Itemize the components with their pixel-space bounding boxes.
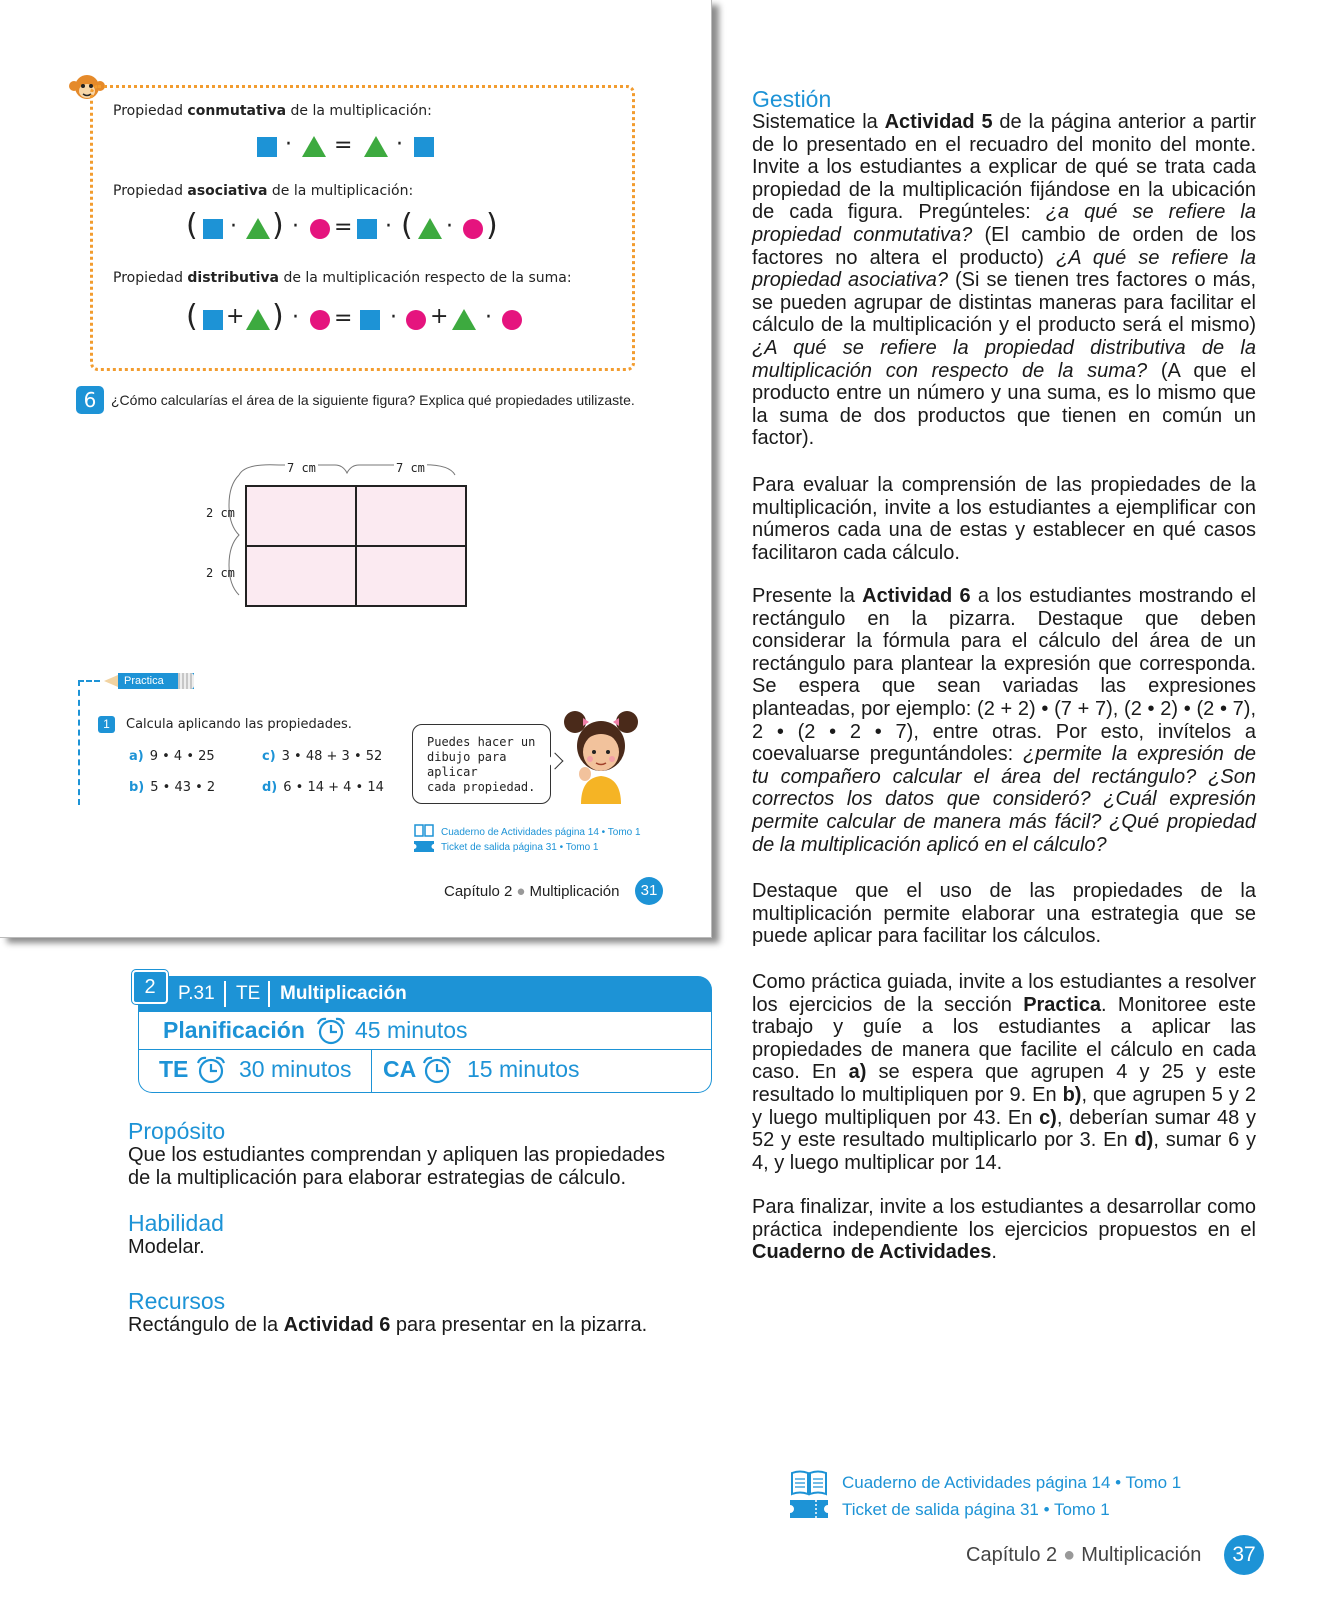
gestion-paragraph-1: Sistematice la Actividad 5 de la página anterior a partir de lo presentado en el recuadro del monito del monte. Invite a los estudiantes a explicar de qué se trata cada propiedad de la multiplicación fijándose en la ubicación de cada figura. Pregúnteles: ¿a qué se refiere la propiedad conmutativa? (El cambio de orden de los factores no altera el producto) ¿A qué se refiere la propiedad asociativa? (Si se tienen tres factores o más, se pueden agrupar de distintas maneras para facilitar el cálculo de la multiplicación y el producto será el mismo) ¿A qué se refiere la propiedad distributiva de la multiplicación con respecto de la suma? (A que el producto entre un número y una suma, es lo mismo que la suma de dos productos que tienen en común un factor).: [752, 111, 1256, 450]
alarm-clock-icon: [421, 1055, 453, 1085]
exercise-c: c) 3 • 48 + 3 • 52: [262, 749, 383, 764]
triangle-shape: [246, 218, 270, 239]
page-ref: P.31: [178, 983, 215, 1004]
label-conmutativa: Propiedad conmutativa de la multiplicación:: [113, 103, 432, 119]
proposito-title: Propósito: [128, 1118, 226, 1144]
ticket-icon: [414, 841, 434, 852]
figure-cell: [355, 485, 467, 547]
student-page-thumbnail: [0, 0, 712, 938]
figure-cell: [245, 545, 357, 607]
ref-cuaderno: Cuaderno de Actividades página 14 • Tomo 1: [842, 1473, 1182, 1492]
formula-asociativa: ( · ) · = · ( · ): [186, 208, 498, 243]
planning-body: [138, 1011, 712, 1093]
square-shape: [257, 137, 277, 157]
practica-number: 1: [98, 716, 115, 733]
square-shape: [360, 310, 380, 330]
triangle-shape: [418, 218, 442, 239]
girl-illustration: [563, 708, 639, 804]
exercise-a: a) 9 • 4 • 25: [129, 749, 215, 764]
label-asociativa: Propiedad asociativa de la multiplicación:: [113, 183, 414, 199]
ticket-icon: [790, 1500, 828, 1518]
circle-shape: [463, 219, 483, 239]
plan-topic: Multiplicación: [280, 983, 407, 1004]
student-page-footer: Capítulo 2 ● Multiplicación: [444, 883, 620, 900]
proposito-body: Que los estudiantes comprendan y apliquen las propiedades de la multiplicación para elaborar estrategias de cálculo.: [128, 1144, 666, 1189]
gestion-paragraph-6: Para finalizar, invite a los estudiantes a desarrollar como práctica independiente los ejercicios propuestos en el Cuaderno de Actividades.: [752, 1196, 1256, 1264]
activity-question: ¿Cómo calcularías el área de la siguiente figura? Explica qué propiedades utilizaste.: [111, 392, 635, 408]
gestion-paragraph-4: Destaque que el uso de las propiedades de la multiplicación permite elaborar una estrategia que se puede aplicar para facilitar los cálculos.: [752, 880, 1256, 948]
habilidad-body: Modelar.: [128, 1236, 205, 1258]
ref-cuaderno-small: Cuaderno de Actividades página 14 • Tomo 1: [441, 827, 641, 838]
ca-time: 15 minutos: [467, 1056, 580, 1082]
alarm-clock-icon: [195, 1055, 227, 1085]
triangle-shape: [246, 309, 270, 330]
practica-divider: [78, 680, 100, 682]
square-shape: [414, 137, 434, 157]
speech-bubble: Puedes hacer un dibujo para aplicar cada propiedad.: [412, 724, 551, 804]
formula-conmutativa: · = ·: [0, 135, 712, 175]
square-shape: [357, 219, 377, 239]
plan-type: TE: [236, 983, 261, 1004]
book-icon: [790, 1470, 828, 1496]
ca-label: CA: [383, 1056, 417, 1082]
planning-header: [138, 976, 712, 1012]
formula-distributiva: ( + ) · = · + ·: [0, 306, 712, 346]
width-label-2: 7 cm: [396, 461, 425, 475]
figure-cell: [355, 545, 467, 607]
pencil-tip-icon: [104, 675, 118, 687]
circle-shape: [406, 310, 426, 330]
te-label: TE: [159, 1056, 189, 1082]
alarm-clock-icon: [315, 1016, 347, 1046]
recursos-body: Rectángulo de la Actividad 6 para presentar en la pizarra.: [128, 1314, 648, 1336]
square-shape: [203, 219, 223, 239]
page-number: 37: [1224, 1535, 1264, 1575]
width-label-1: 7 cm: [287, 461, 316, 475]
activity-number: 6: [76, 386, 104, 414]
practica-tag: Practica: [118, 673, 194, 689]
height-label-2: 2 cm: [206, 566, 235, 580]
planificacion-label: Planificación: [163, 1017, 305, 1043]
gestion-title: Gestión: [752, 86, 832, 112]
square-shape: [203, 310, 223, 330]
practica-divider: [78, 680, 80, 805]
pencil-eraser-icon: [178, 673, 194, 689]
triangle-shape: [302, 136, 326, 157]
triangle-shape: [364, 136, 388, 157]
gestion-paragraph-5: Como práctica guiada, invite a los estudiantes a resolver los ejercicios de la sección Practica. Monitoree este trabajo y guíe a los estudiantes a aplicar las propiedades de manera que facilite el cálculo en cada caso. En a) se espera que agrupen 4 y 25 y este resultado lo multipliquen por 9. En b), que agrupen 5 y 2 y luego multipliquen por 43. En c), deberían sumar 48 y 52 y este resultado multiplicarlo por 3. En d), sumar 6 y 4, y luego multiplicar por 14.: [752, 971, 1256, 1174]
circle-shape: [310, 310, 330, 330]
label-distributiva: Propiedad distributiva de la multiplicación respecto de la suma:: [113, 270, 572, 286]
planificacion-time: 45 minutos: [355, 1017, 468, 1043]
circle-shape: [502, 310, 522, 330]
te-time: 30 minutos: [239, 1056, 352, 1082]
circle-shape: [310, 219, 330, 239]
page-footer: Capítulo 2 ● Multiplicación: [966, 1544, 1202, 1566]
recursos-title: Recursos: [128, 1288, 226, 1314]
student-page-number: 31: [635, 877, 663, 905]
height-label-1: 2 cm: [206, 506, 235, 520]
book-icon: [414, 824, 434, 837]
exercise-b: b) 5 • 43 • 2: [129, 780, 216, 795]
gestion-paragraph-3: Presente la Actividad 6 a los estudiantes mostrando el rectángulo en la pizarra. Destaque que deben considerar la fórmula para el cálculo del área de un rectángulo para plantear la expresión que corresponda. Se espera que sean variadas las expresiones planteadas, por ejemplo: (2 + 2) • (7 + 7), (2 • 2) • (2 • 7), 2 • (2 • 2 • 7), entre otras. Por esto, invítelos a coevaluarse preguntándoles: ¿permite la expresión de tu compañero calcular el área del rectángulo? ¿Son correctos los datos que consideró? ¿Cuál expresión permite calcular de manera más fácil? ¿Qué propiedad de la multiplicación aplicó en el cálculo?: [752, 585, 1257, 856]
habilidad-title: Habilidad: [128, 1210, 224, 1236]
chapter-chip: 2: [132, 970, 168, 1004]
exercise-d: d) 6 • 14 + 4 • 14: [262, 780, 384, 795]
figure-cell: [245, 485, 357, 547]
triangle-shape: [452, 309, 476, 330]
practica-question: Calcula aplicando las propiedades.: [126, 717, 352, 732]
ref-ticket: Ticket de salida página 31 • Tomo 1: [842, 1500, 1110, 1519]
ref-ticket-small: Ticket de salida página 31 • Tomo 1: [441, 842, 599, 853]
gestion-paragraph-2: Para evaluar la comprensión de las propiedades de la multiplicación, invite a los estudiantes a ejemplificar con números cada una de estas y establecer en qué casos facilitaron cada cálculo.: [752, 474, 1256, 564]
